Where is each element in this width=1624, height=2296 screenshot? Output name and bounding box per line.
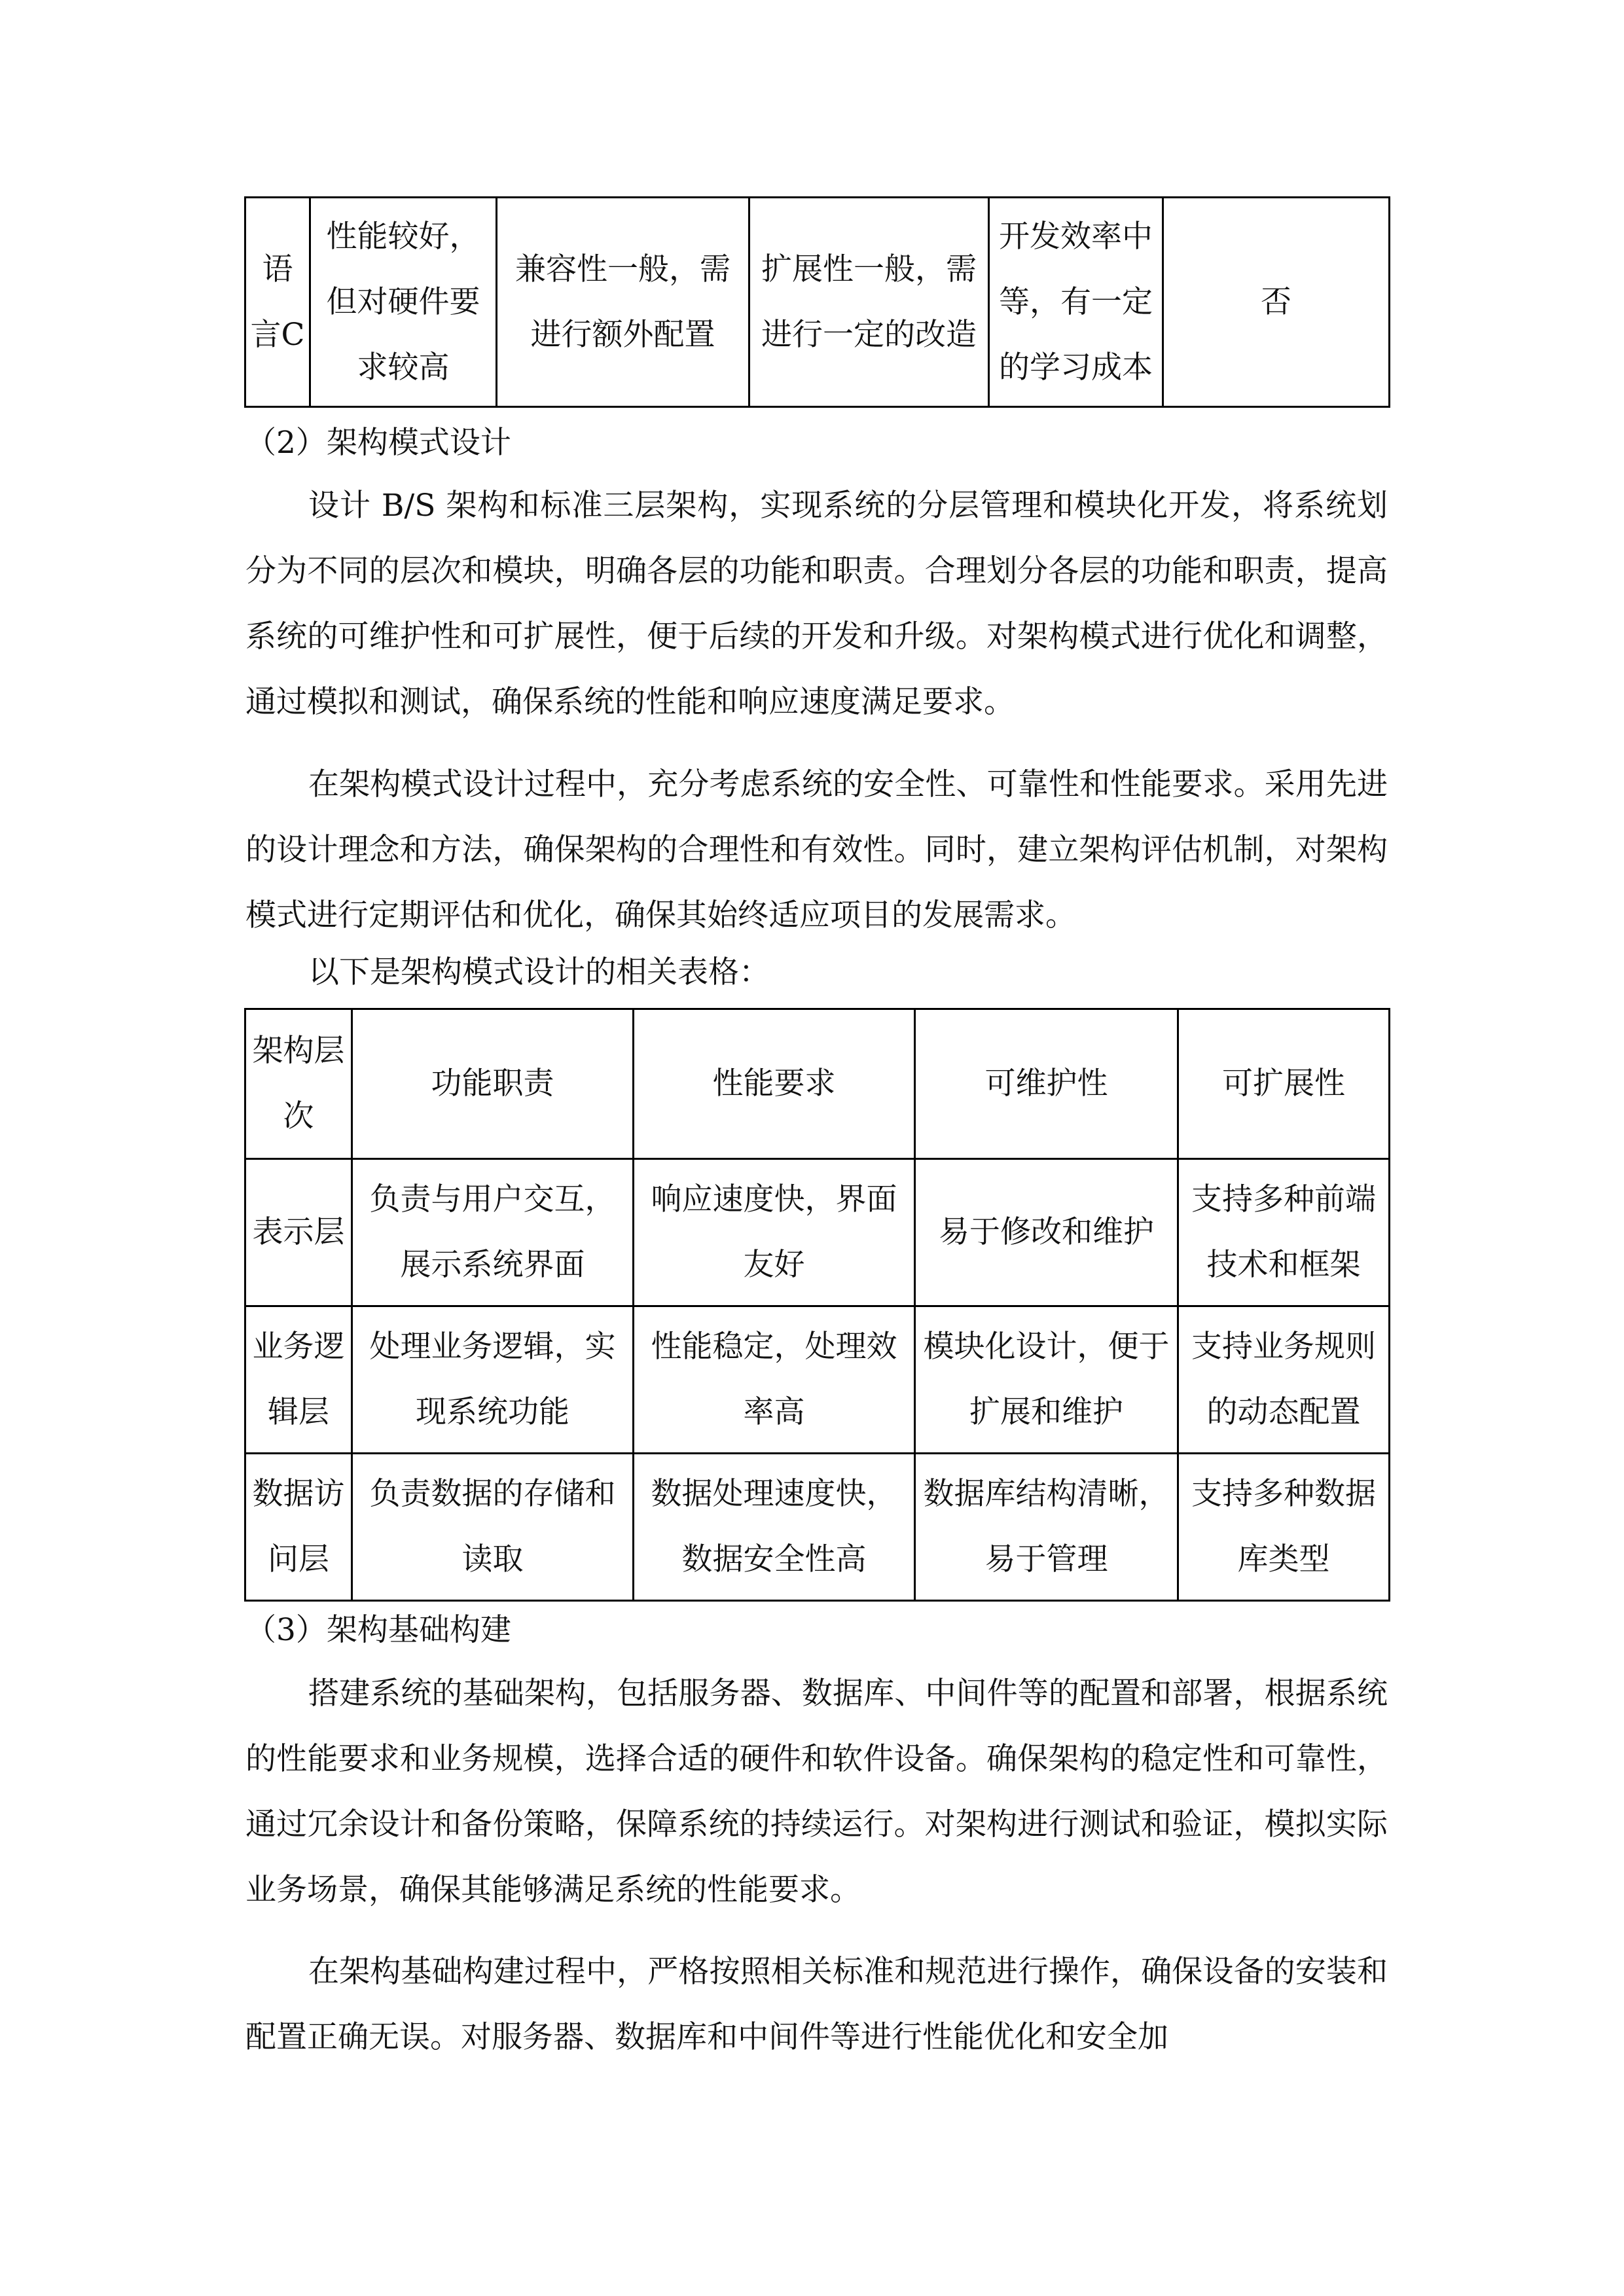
table-row xyxy=(245,1454,1390,1601)
table-row xyxy=(245,1306,1390,1454)
table-cell: 开发效率中等，有一定的学习成本 xyxy=(989,198,1163,407)
column-header: 可扩展性 xyxy=(1178,1009,1390,1159)
table-cell: 响应速度快，界面友好 xyxy=(634,1159,915,1306)
table-cell: 语言C xyxy=(245,198,310,407)
table-cell: 性能稳定，处理效率高 xyxy=(634,1306,915,1454)
table-cell: 表示层 xyxy=(245,1159,352,1306)
table-cell: 否 xyxy=(1163,198,1390,407)
table-cell: 数据访问层 xyxy=(245,1454,352,1601)
section-heading: （3）架构基础构建 xyxy=(245,1612,511,1648)
paragraph: 在架构模式设计过程中，充分考虑系统的安全性、可靠性和性能要求。采用先进的设计理念和方法，确保架构的合理性和有效性。同时，建立架构评估机制，对架构模式进行定期评估和优化，确保其始终适应项目的发展需求。 xyxy=(245,766,1388,933)
table-cell: 业务逻辑层 xyxy=(245,1306,352,1454)
table-cell: 负责与用户交互，展示系统界面 xyxy=(352,1159,634,1306)
column-header: 性能要求 xyxy=(634,1009,915,1159)
column-header: 可维护性 xyxy=(915,1009,1178,1159)
table-cell: 数据库结构清晰，易于管理 xyxy=(915,1454,1178,1601)
table-cell: 处理业务逻辑，实现系统功能 xyxy=(352,1306,634,1454)
table-cell: 性能较好，但对硬件要求较高 xyxy=(310,198,497,407)
table-header-row xyxy=(245,1009,1390,1159)
column-header: 架构层次 xyxy=(245,1009,352,1159)
table-cell: 模块化设计，便于扩展和维护 xyxy=(915,1306,1178,1454)
table-cell: 支持多种数据库类型 xyxy=(1178,1454,1390,1601)
architecture-layers-table xyxy=(244,1008,1390,1602)
paragraph: 搭建系统的基础架构，包括服务器、数据库、中间件等的配置和部署，根据系统的性能要求和业务规模，选择合适的硬件和软件设备。确保架构的稳定性和可靠性，通过冗余设计和备份策略，保障系统的持续运行。对架构进行测试和验证，模拟实际业务场景，确保其能够满足系统的性能要求。 xyxy=(245,1676,1388,1908)
table-cell: 负责数据的存储和读取 xyxy=(352,1454,634,1601)
table-cell: 支持业务规则的动态配置 xyxy=(1178,1306,1390,1454)
table-cell: 支持多种前端技术和框架 xyxy=(1178,1159,1390,1306)
tech-comparison-table-tail xyxy=(244,196,1390,408)
paragraph: 设计 B/S 架构和标准三层架构，实现系统的分层管理和模块化开发，将系统划分为不同的层次和模块，明确各层的功能和职责。合理划分各层的功能和职责，提高系统的可维护性和可扩展性，便于后续的开发和升级。对架构模式进行优化和调整，通过模拟和测试，确保系统的性能和响应速度满足要求。 xyxy=(245,488,1388,720)
table-cell: 易于修改和维护 xyxy=(915,1159,1178,1306)
column-header: 功能职责 xyxy=(352,1009,634,1159)
table-row xyxy=(245,198,1390,407)
table-cell: 数据处理速度快，数据安全性高 xyxy=(634,1454,915,1601)
table-row xyxy=(245,1159,1390,1306)
table-cell: 兼容性一般，需进行额外配置 xyxy=(497,198,749,407)
table-intro: 以下是架构模式设计的相关表格： xyxy=(308,954,770,990)
section-heading: （2）架构模式设计 xyxy=(245,425,511,461)
table-cell: 扩展性一般，需进行一定的改造 xyxy=(749,198,989,407)
paragraph: 在架构基础构建过程中，严格按照相关标准和规范进行操作，确保设备的安装和配置正确无误。对服务器、数据库和中间件等进行性能优化和安全加 xyxy=(245,1954,1388,2055)
